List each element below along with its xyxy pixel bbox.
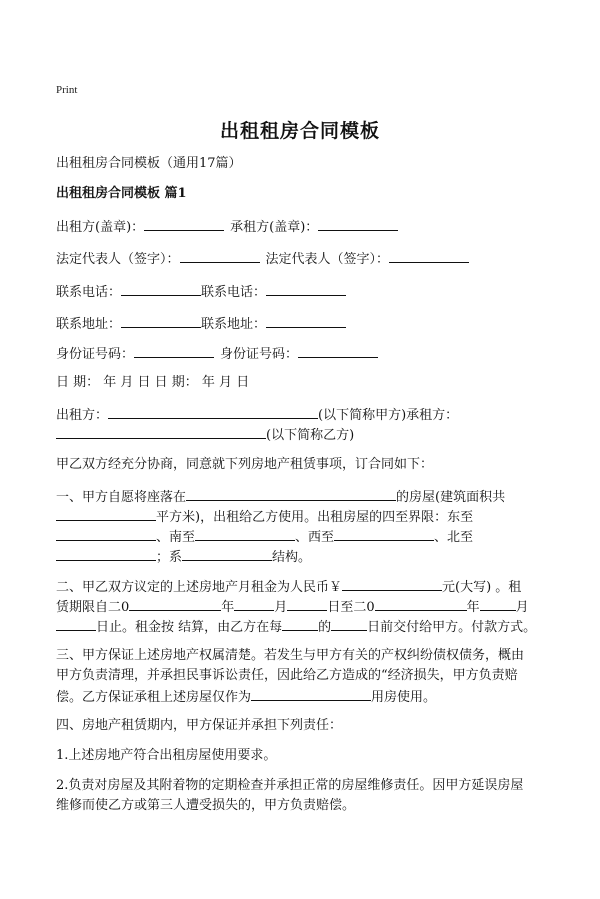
clause-1-text-h: 结构。 <box>272 550 312 565</box>
phone-label-2: 联系电话： <box>201 285 267 300</box>
clause-2-text-c: 赁期限自二0 <box>56 600 130 615</box>
section-heading: 出租租房合同模板 篇1 <box>56 186 187 201</box>
phone-label-1: 联系电话： <box>56 285 122 300</box>
usage-blank <box>251 686 371 701</box>
id-blank-2 <box>298 343 378 358</box>
south-blank <box>195 526 295 541</box>
lessee-note: (以下简称乙方) <box>266 428 355 443</box>
clause-2-text-e: 月 <box>274 600 288 615</box>
lessor-blank <box>108 404 318 419</box>
lessor-label: 出租方： <box>56 408 109 423</box>
phone-row <box>56 281 556 303</box>
clause-4-item-1: 1.上述房地产符合出租房屋使用要求。 <box>56 748 277 763</box>
location-blank <box>186 486 396 501</box>
address-label-1: 联系地址： <box>56 317 122 332</box>
lessor-note: (以下简称甲方)承租方： <box>318 408 459 423</box>
intro-paragraph: 甲乙双方经充分协商，同意就下列房地产租赁事项，订合同如下： <box>56 457 434 472</box>
clause-1-text-e: 、西至 <box>295 530 335 545</box>
clause-2-line-3 <box>56 616 556 638</box>
address-blank-2 <box>266 313 346 328</box>
clause-1-line-2 <box>56 506 556 528</box>
clause-4-item-2-line-2: 维修而使乙方或第三人遭受损失的，甲方负责赔偿。 <box>56 798 356 813</box>
clause-4-item-2-line-1: 2.负责对房屋及其附着物的定期检查并承担正常的房屋维修责任。因甲方延误房屋 <box>56 778 524 793</box>
clause-2-line-2 <box>56 596 556 618</box>
clause-4-heading: 四、房地产租赁期内，甲方保证并承担下列责任： <box>56 718 343 733</box>
clause-2-text-i: 日止。租金按 结算，由乙方在每 <box>96 620 283 635</box>
east-blank <box>56 526 156 541</box>
phone-blank-1 <box>121 281 201 296</box>
legal-rep-label-1: 法定代表人（签字）： <box>56 252 180 267</box>
start-month-blank <box>234 596 274 611</box>
clause-1-text-f: 、北至 <box>434 530 474 545</box>
clause-1-text-c: 平方米)，出租给乙方使用。出租房屋的四至界限：东至 <box>156 510 474 525</box>
clause-2-text-a: 二、甲乙双方议定的上述房地产月租金为人民币￥ <box>56 580 343 595</box>
date-row: 日 期： 年 月 日 日 期： 年 月 日 <box>56 375 250 390</box>
address-label-2: 联系地址： <box>201 317 267 332</box>
lessor-seal-blank <box>144 216 224 231</box>
lessee-seal-label: 承租方(盖章)： <box>230 220 319 235</box>
legal-rep-blank-2 <box>389 248 469 263</box>
start-year-blank <box>129 596 221 611</box>
lessor-seal-label: 出租方(盖章)： <box>56 220 145 235</box>
area-blank <box>56 506 156 521</box>
clause-1-text-g: ；系 <box>156 550 183 565</box>
clause-2-text-k: 日前交付给甲方。付款方式。 <box>367 620 537 635</box>
end-year-blank <box>375 596 467 611</box>
clause-3-text-d: 用房使用。 <box>371 690 437 705</box>
structure-blank <box>182 546 272 561</box>
parties-row-1 <box>56 404 556 426</box>
id-label-2: 身份证号码： <box>220 347 299 362</box>
rent-blank <box>342 576 442 591</box>
legal-rep-label-2: 法定代表人（签字）： <box>265 252 390 267</box>
clause-3-line-1: 三、甲方保证上述房地产权属清楚。若发生与甲方有关的产权纠纷债权债务，概由 <box>56 648 525 663</box>
clause-2-text-j: 的 <box>318 620 332 635</box>
phone-blank-2 <box>266 281 346 296</box>
clause-1-line-4 <box>56 546 556 568</box>
period-blank <box>282 616 318 631</box>
clause-1-text-a: 一、甲方自愿将座落在 <box>56 490 187 505</box>
address-blank-1 <box>121 313 201 328</box>
print-label: Print <box>56 84 78 96</box>
clause-1-line-3 <box>56 526 556 548</box>
seal-row <box>56 216 556 238</box>
id-blank-1 <box>134 343 214 358</box>
lessee-blank <box>56 424 266 439</box>
legal-rep-blank-1 <box>180 248 260 263</box>
clause-2-text-h: 月 <box>515 600 529 615</box>
address-row <box>56 313 556 335</box>
clause-3-line-3 <box>56 686 556 708</box>
end-month-blank <box>480 596 516 611</box>
clause-2-line-1 <box>56 576 556 598</box>
start-day-blank <box>287 596 327 611</box>
clause-1-line-1 <box>56 486 556 508</box>
clause-2-text-f: 日至二0 <box>327 600 375 615</box>
west-blank <box>334 526 434 541</box>
clause-1-text-b: 的房屋(建筑面积共 <box>396 490 506 505</box>
north-blank <box>56 546 156 561</box>
parties-row-2 <box>56 424 556 446</box>
end-day-blank <box>56 616 96 631</box>
clause-2-text-g: 年 <box>466 600 480 615</box>
id-label-1: 身份证号码： <box>56 347 135 362</box>
clause-2-text-b: 元(大写) 。租 <box>442 580 522 595</box>
clause-3-line-2: 甲方负责清理，并承担民事诉讼责任，因此给乙方造成的“经济损失，甲方负责赔 <box>56 668 518 683</box>
legal-rep-row <box>56 248 556 270</box>
doc-subtitle: 出租租房合同模板（通用17篇） <box>56 156 242 171</box>
payday-blank <box>331 616 367 631</box>
clause-1-text-d: 、南至 <box>156 530 196 545</box>
lessee-seal-blank <box>318 216 398 231</box>
clause-3-text-c: 偿。乙方保证承租上述房屋仅作为 <box>56 690 252 705</box>
id-row <box>56 343 556 365</box>
clause-2-text-d: 年 <box>221 600 235 615</box>
page-title: 出租租房合同模板 <box>219 120 380 142</box>
